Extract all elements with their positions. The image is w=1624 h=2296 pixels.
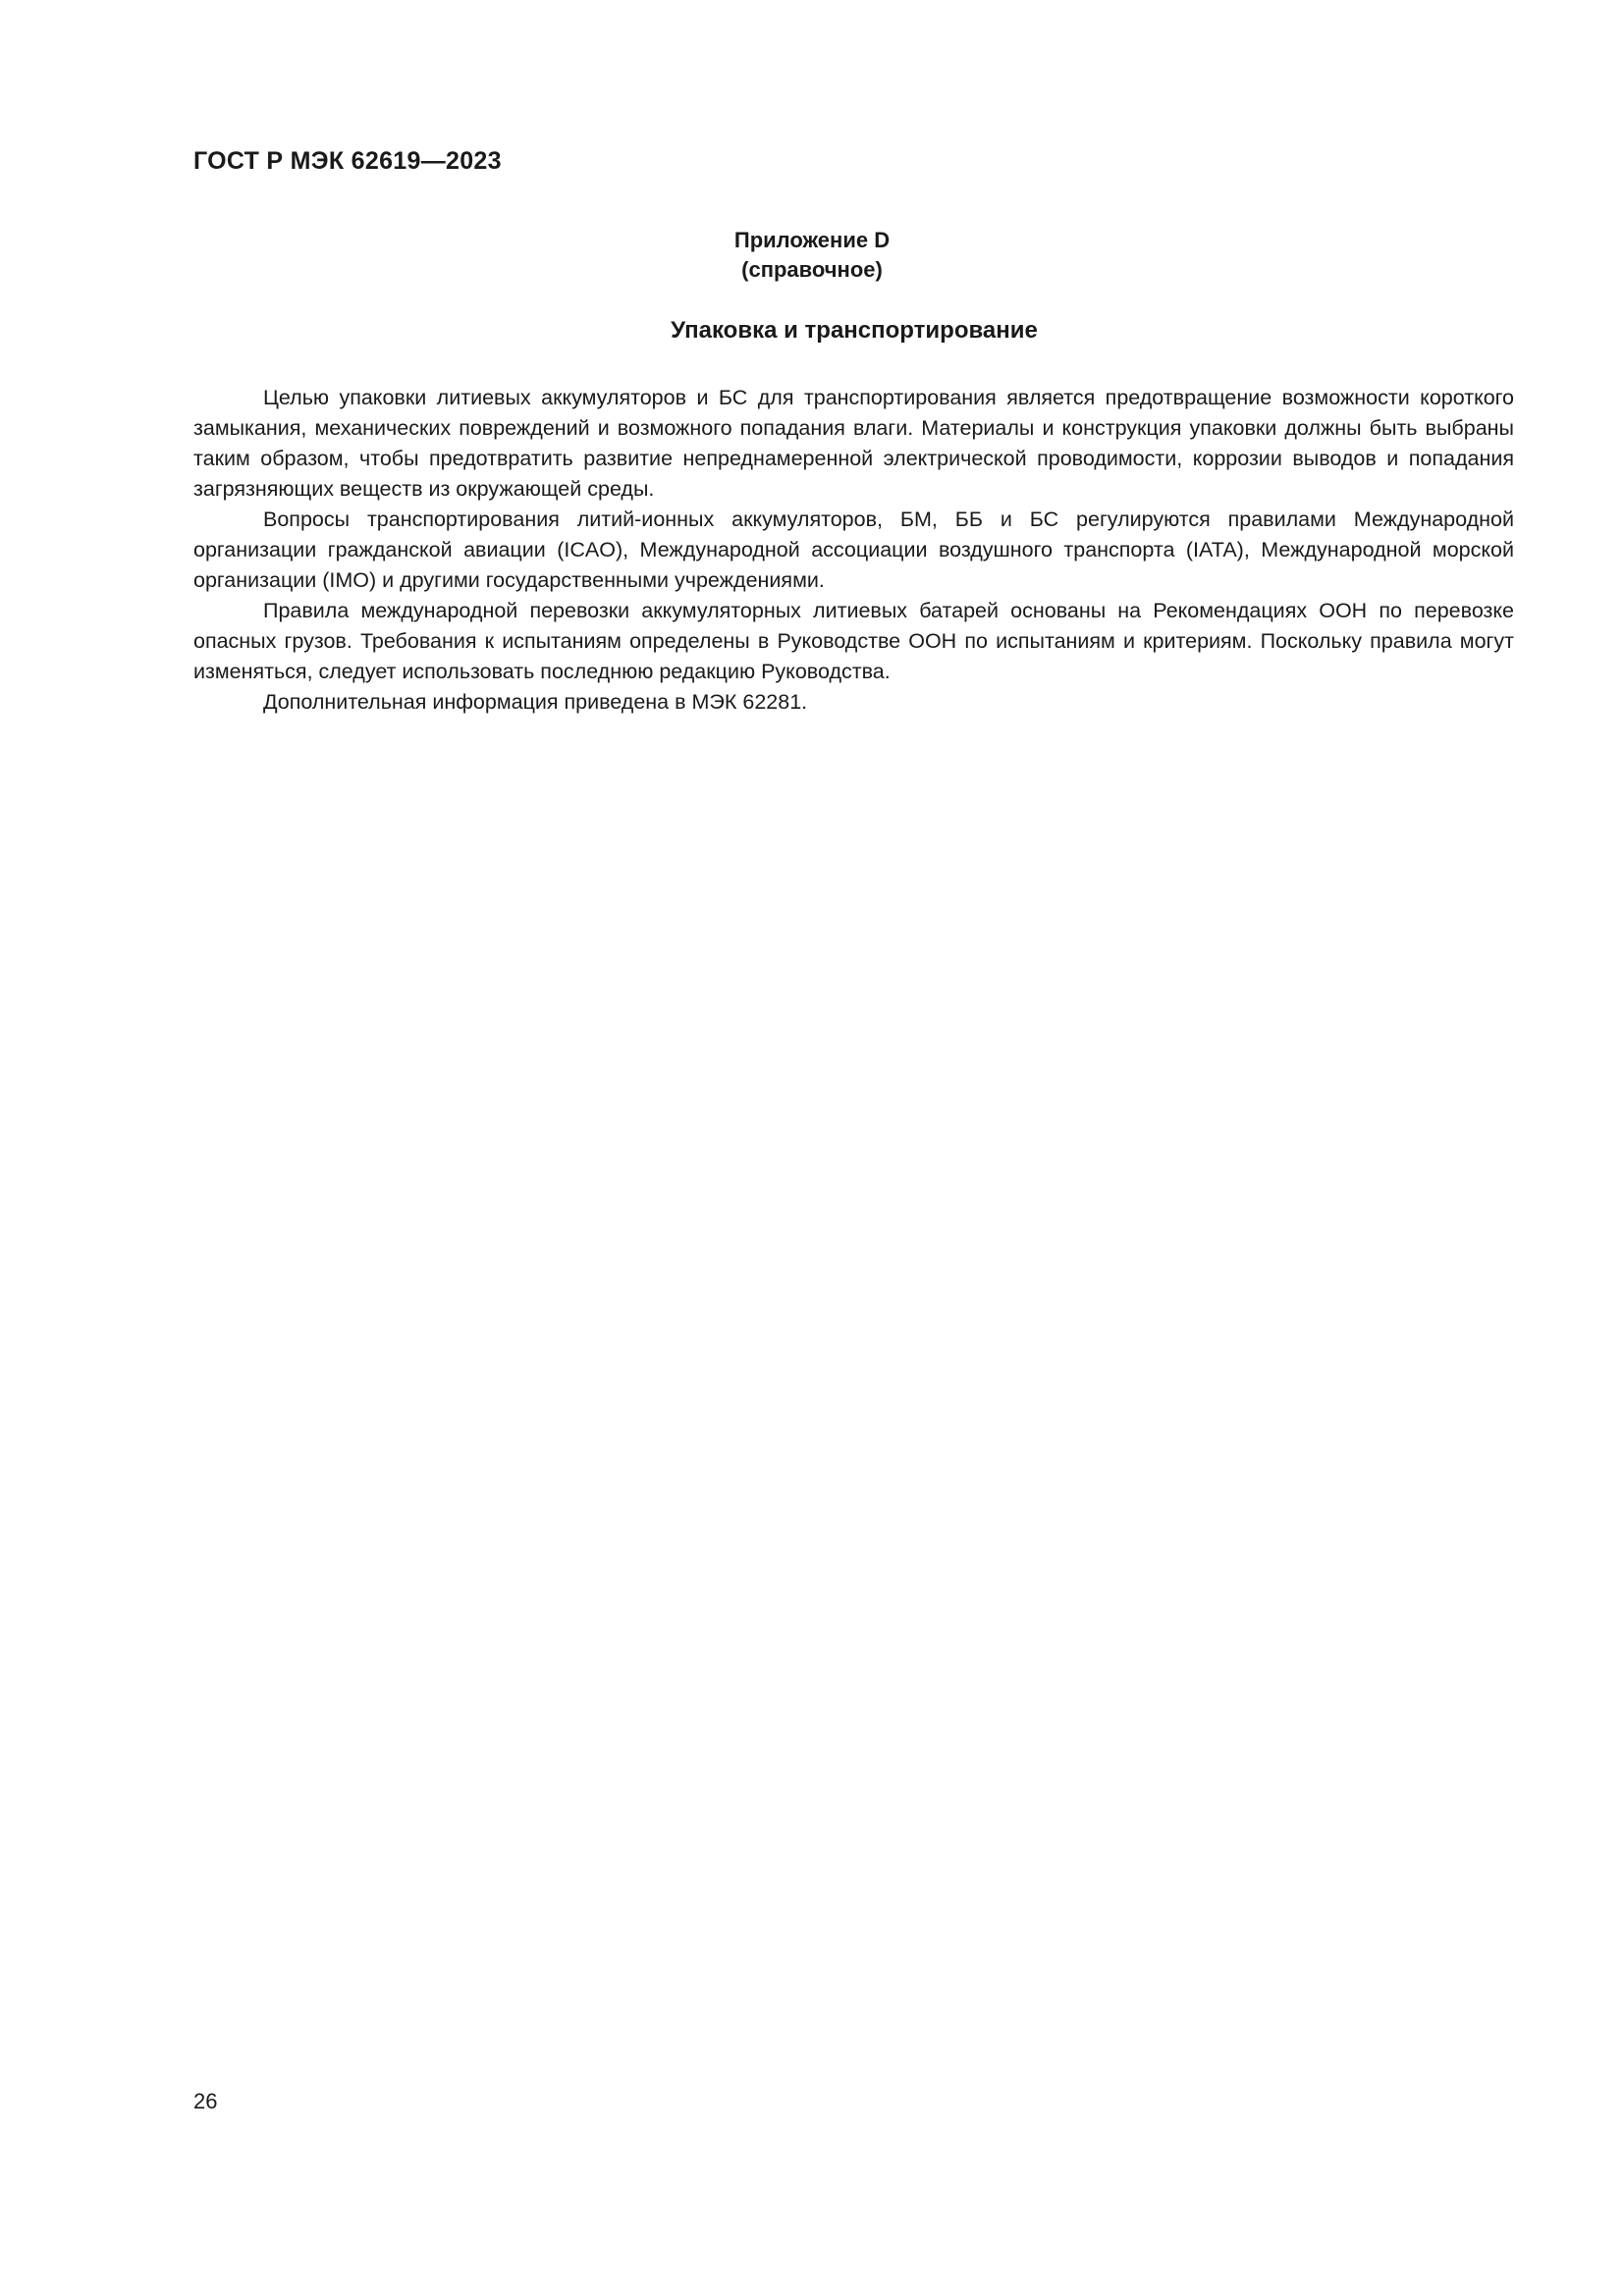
annex-title: Приложение D — [733, 228, 891, 252]
paragraph: Целью упаковки литиевых аккумуляторов и БС для транспортирования является предотвращение возможности короткого замыкания, механических повреждений и возможного попадания влаги. Материалы и конструкция упаковки должны быть выбраны таким образом, чтобы предотвратить развитие непреднамеренной электрической проводимости, коррозии выводов и попадания загрязняющих веществ из окружающей среды. — [193, 386, 1514, 501]
annex-type: (справочное) — [741, 257, 883, 282]
annex-heading — [0, 226, 1624, 285]
section-title: Упаковка и транспортирование — [671, 317, 1038, 344]
paragraph: Правила международной перевозки аккумуляторных литиевых батарей основаны на Рекомендациях ООН по перевозке опасных грузов. Требования к испытаниям определены в Руководстве ООН по испытаниям и критериям. Поскольку правила могут изменяться, следует использовать последнюю редакцию Руководства. — [193, 599, 1514, 683]
document-code-header: ГОСТ Р МЭК 62619—2023 — [193, 147, 502, 175]
page-number: 26 — [193, 2089, 218, 2113]
body-text — [193, 383, 1514, 718]
paragraph: Дополнительная информация приведена в МЭК 62281. — [263, 690, 808, 714]
paragraph: Вопросы транспортирования литий-ионных аккумуляторов, БМ, ББ и БС регулируются правилами Международной организации гражданской авиации (ICAO), Международной ассоциации воздушного транспорта (IATA), Международной морской организации (IMO) и другими государственными учреждениями. — [193, 507, 1514, 592]
